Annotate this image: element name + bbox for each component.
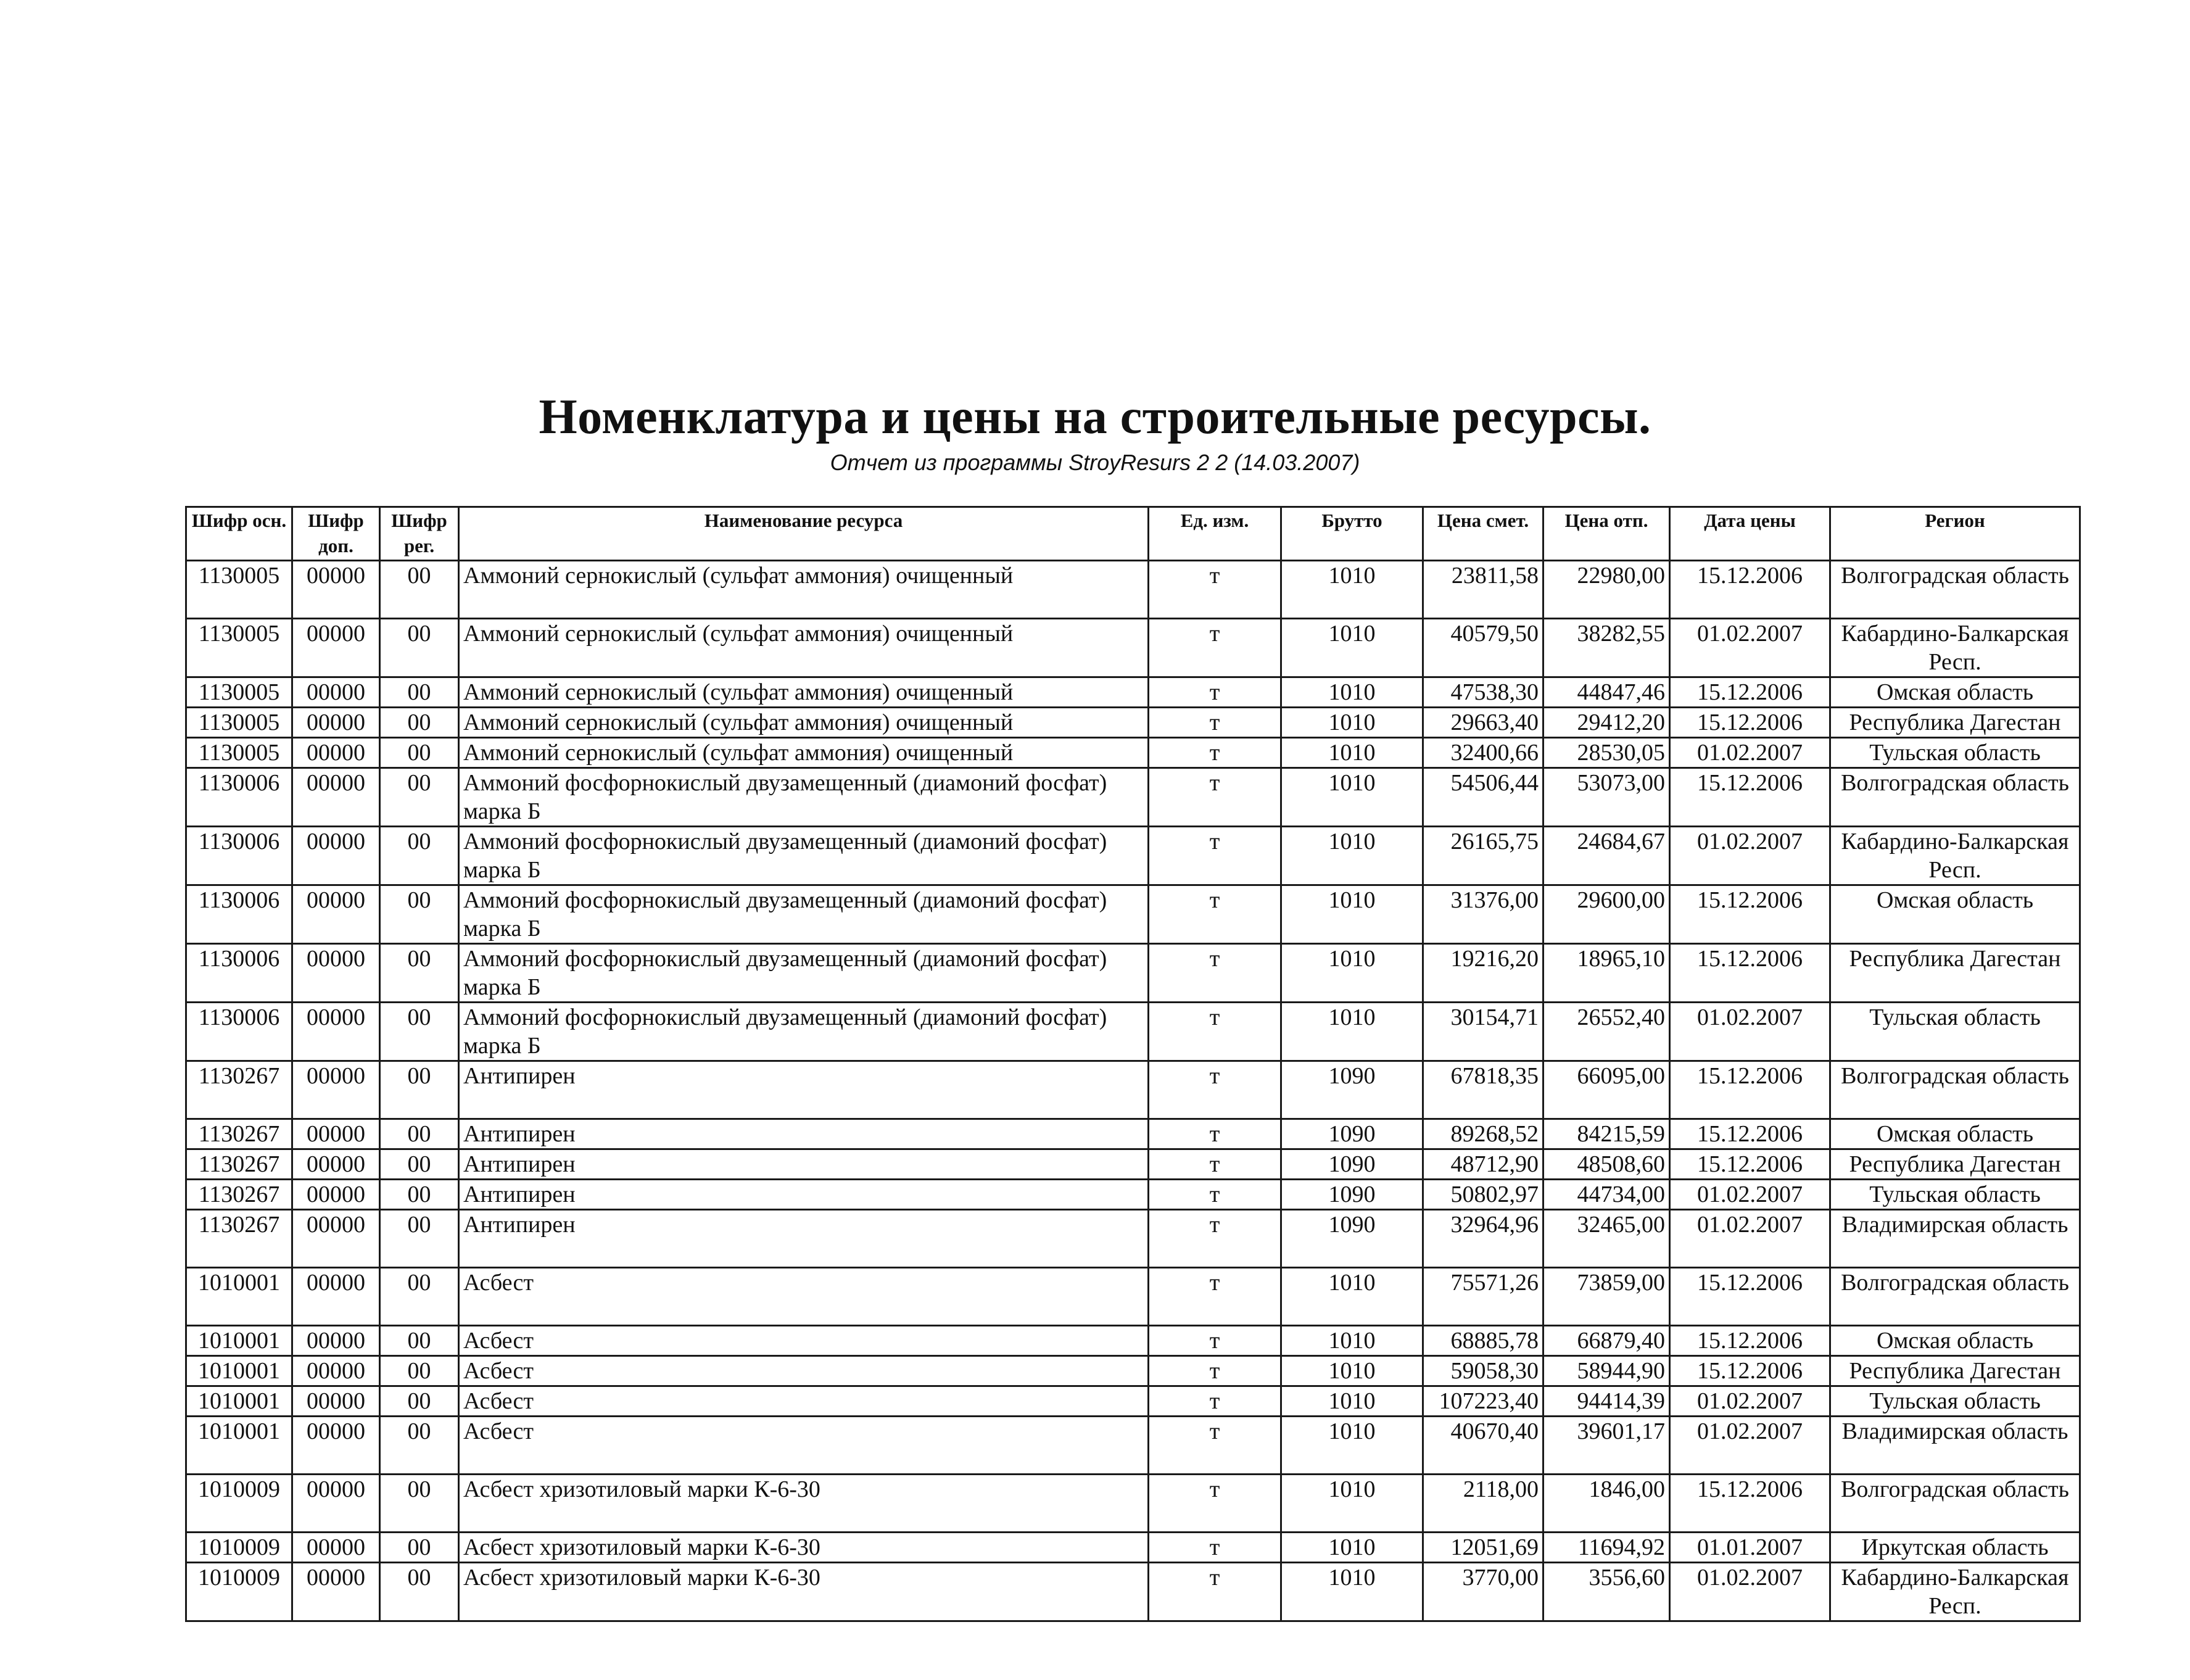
cell-brutto: 1010 bbox=[1281, 1475, 1423, 1533]
cell-name: Асбест хризотиловый марки К-6-30 bbox=[459, 1563, 1149, 1621]
cell-region: Волгоградская область bbox=[1830, 1475, 2080, 1533]
cell-price-smet: 47538,30 bbox=[1423, 677, 1543, 708]
cell-code: 1130005 bbox=[186, 619, 292, 677]
table-row bbox=[186, 708, 2080, 738]
cell-price-otp: 32465,00 bbox=[1543, 1210, 1670, 1268]
cell-unit: т bbox=[1149, 885, 1281, 944]
table-row bbox=[186, 944, 2080, 1003]
cell-region: Владимирская область bbox=[1830, 1417, 2080, 1475]
cell-price-smet: 32964,96 bbox=[1423, 1210, 1543, 1268]
cell-unit: т bbox=[1149, 1475, 1281, 1533]
cell-unit: т bbox=[1149, 738, 1281, 768]
cell-unit: т bbox=[1149, 768, 1281, 827]
cell-price-otp: 84215,59 bbox=[1543, 1119, 1670, 1149]
cell-region: Республика Дагестан bbox=[1830, 1356, 2080, 1386]
cell-price-smet: 32400,66 bbox=[1423, 738, 1543, 768]
cell-brutto: 1090 bbox=[1281, 1210, 1423, 1268]
cell-code: 1130005 bbox=[186, 561, 292, 619]
cell-name: Аммоний фосфорнокислый двузамещенный (диамоний фосфат) марка Б bbox=[459, 885, 1149, 944]
cell-region: Волгоградская область bbox=[1830, 768, 2080, 827]
column-header-name: Наименование ресурса bbox=[459, 507, 1149, 561]
cell-dop: 00000 bbox=[292, 944, 380, 1003]
cell-price-otp: 38282,55 bbox=[1543, 619, 1670, 677]
page-title: Номенклатура и цены на строительные ресурсы. bbox=[539, 390, 1651, 444]
table-row bbox=[186, 768, 2080, 827]
cell-reg: 00 bbox=[380, 1210, 459, 1268]
cell-price-smet: 59058,30 bbox=[1423, 1356, 1543, 1386]
column-header-date: Дата цены bbox=[1670, 507, 1830, 561]
cell-brutto: 1090 bbox=[1281, 1180, 1423, 1210]
cell-region: Тульская область bbox=[1830, 1386, 2080, 1417]
cell-unit: т bbox=[1149, 708, 1281, 738]
cell-reg: 00 bbox=[380, 944, 459, 1003]
cell-code: 1010009 bbox=[186, 1533, 292, 1563]
cell-date: 15.12.2006 bbox=[1670, 708, 1830, 738]
cell-code: 1130267 bbox=[186, 1180, 292, 1210]
cell-dop: 00000 bbox=[292, 1210, 380, 1268]
cell-unit: т bbox=[1149, 1268, 1281, 1326]
cell-code: 1130006 bbox=[186, 768, 292, 827]
cell-region: Республика Дагестан bbox=[1830, 708, 2080, 738]
cell-price-otp: 3556,60 bbox=[1543, 1563, 1670, 1621]
cell-unit: т bbox=[1149, 1210, 1281, 1268]
table-row bbox=[186, 1149, 2080, 1180]
cell-name: Аммоний фосфорнокислый двузамещенный (диамоний фосфат) марка Б bbox=[459, 768, 1149, 827]
table-row bbox=[186, 885, 2080, 944]
cell-date: 01.02.2007 bbox=[1670, 1417, 1830, 1475]
cell-date: 15.12.2006 bbox=[1670, 944, 1830, 1003]
cell-price-otp: 48508,60 bbox=[1543, 1149, 1670, 1180]
cell-name: Асбест bbox=[459, 1386, 1149, 1417]
cell-reg: 00 bbox=[380, 619, 459, 677]
cell-code: 1010001 bbox=[186, 1386, 292, 1417]
cell-price-otp: 18965,10 bbox=[1543, 944, 1670, 1003]
table-row bbox=[186, 561, 2080, 619]
cell-unit: т bbox=[1149, 561, 1281, 619]
cell-price-smet: 89268,52 bbox=[1423, 1119, 1543, 1149]
cell-unit: т bbox=[1149, 1533, 1281, 1563]
cell-region: Волгоградская область bbox=[1830, 1061, 2080, 1119]
cell-reg: 00 bbox=[380, 768, 459, 827]
cell-unit: т bbox=[1149, 1003, 1281, 1061]
cell-reg: 00 bbox=[380, 1119, 459, 1149]
cell-price-otp: 58944,90 bbox=[1543, 1356, 1670, 1386]
cell-reg: 00 bbox=[380, 1417, 459, 1475]
cell-brutto: 1010 bbox=[1281, 1356, 1423, 1386]
cell-name: Антипирен bbox=[459, 1180, 1149, 1210]
cell-brutto: 1090 bbox=[1281, 1061, 1423, 1119]
table-row bbox=[186, 1475, 2080, 1533]
cell-brutto: 1010 bbox=[1281, 708, 1423, 738]
cell-brutto: 1010 bbox=[1281, 1268, 1423, 1326]
cell-unit: т bbox=[1149, 619, 1281, 677]
cell-dop: 00000 bbox=[292, 619, 380, 677]
cell-reg: 00 bbox=[380, 885, 459, 944]
cell-dop: 00000 bbox=[292, 1268, 380, 1326]
cell-name: Асбест bbox=[459, 1268, 1149, 1326]
cell-price-otp: 29600,00 bbox=[1543, 885, 1670, 944]
cell-dop: 00000 bbox=[292, 1475, 380, 1533]
cell-unit: т bbox=[1149, 1149, 1281, 1180]
cell-brutto: 1010 bbox=[1281, 1533, 1423, 1563]
cell-price-smet: 40579,50 bbox=[1423, 619, 1543, 677]
cell-price-smet: 29663,40 bbox=[1423, 708, 1543, 738]
cell-brutto: 1010 bbox=[1281, 1326, 1423, 1356]
cell-reg: 00 bbox=[380, 1475, 459, 1533]
column-header-code: Шифр осн. bbox=[186, 507, 292, 561]
cell-dop: 00000 bbox=[292, 885, 380, 944]
table-row bbox=[186, 1326, 2080, 1356]
cell-reg: 00 bbox=[380, 1386, 459, 1417]
cell-reg: 00 bbox=[380, 561, 459, 619]
cell-price-smet: 107223,40 bbox=[1423, 1386, 1543, 1417]
cell-region: Республика Дагестан bbox=[1830, 944, 2080, 1003]
cell-date: 15.12.2006 bbox=[1670, 1475, 1830, 1533]
cell-unit: т bbox=[1149, 944, 1281, 1003]
cell-dop: 00000 bbox=[292, 561, 380, 619]
cell-date: 01.02.2007 bbox=[1670, 1003, 1830, 1061]
cell-price-otp: 66879,40 bbox=[1543, 1326, 1670, 1356]
cell-name: Аммоний фосфорнокислый двузамещенный (диамоний фосфат) марка Б bbox=[459, 944, 1149, 1003]
cell-unit: т bbox=[1149, 1119, 1281, 1149]
cell-price-otp: 29412,20 bbox=[1543, 708, 1670, 738]
cell-dop: 00000 bbox=[292, 768, 380, 827]
cell-name: Асбест bbox=[459, 1417, 1149, 1475]
column-header-price-otp: Цена отп. bbox=[1543, 507, 1670, 561]
cell-name: Аммоний сернокислый (сульфат аммония) очищенный bbox=[459, 561, 1149, 619]
cell-region: Волгоградская область bbox=[1830, 561, 2080, 619]
column-header-reg: Шифр рег. bbox=[380, 507, 459, 561]
cell-name: Антипирен bbox=[459, 1210, 1149, 1268]
column-header-dop: Шифр доп. bbox=[292, 507, 380, 561]
cell-dop: 00000 bbox=[292, 1326, 380, 1356]
column-header-region: Регион bbox=[1830, 507, 2080, 561]
table-row bbox=[186, 1119, 2080, 1149]
table-row bbox=[186, 1268, 2080, 1326]
cell-brutto: 1010 bbox=[1281, 1563, 1423, 1621]
cell-region: Омская область bbox=[1830, 677, 2080, 708]
cell-code: 1130267 bbox=[186, 1149, 292, 1180]
cell-region: Республика Дагестан bbox=[1830, 1149, 2080, 1180]
cell-code: 1010001 bbox=[186, 1268, 292, 1326]
cell-dop: 00000 bbox=[292, 1149, 380, 1180]
cell-price-smet: 2118,00 bbox=[1423, 1475, 1543, 1533]
cell-price-otp: 11694,92 bbox=[1543, 1533, 1670, 1563]
cell-brutto: 1010 bbox=[1281, 1003, 1423, 1061]
cell-code: 1130005 bbox=[186, 738, 292, 768]
cell-code: 1130267 bbox=[186, 1210, 292, 1268]
cell-date: 15.12.2006 bbox=[1670, 1326, 1830, 1356]
cell-date: 01.02.2007 bbox=[1670, 1210, 1830, 1268]
resources-table bbox=[185, 506, 2081, 1622]
cell-name: Антипирен bbox=[459, 1149, 1149, 1180]
cell-price-otp: 66095,00 bbox=[1543, 1061, 1670, 1119]
cell-unit: т bbox=[1149, 1356, 1281, 1386]
cell-price-smet: 40670,40 bbox=[1423, 1417, 1543, 1475]
cell-code: 1010009 bbox=[186, 1475, 292, 1533]
cell-dop: 00000 bbox=[292, 827, 380, 885]
cell-unit: т bbox=[1149, 1326, 1281, 1356]
cell-dop: 00000 bbox=[292, 1003, 380, 1061]
cell-reg: 00 bbox=[380, 1180, 459, 1210]
cell-dop: 00000 bbox=[292, 1061, 380, 1119]
cell-date: 01.02.2007 bbox=[1670, 1180, 1830, 1210]
header-row bbox=[186, 507, 2080, 561]
cell-date: 15.12.2006 bbox=[1670, 885, 1830, 944]
column-header-unit: Ед. изм. bbox=[1149, 507, 1281, 561]
cell-brutto: 1010 bbox=[1281, 619, 1423, 677]
table-row bbox=[186, 1061, 2080, 1119]
cell-dop: 00000 bbox=[292, 738, 380, 768]
cell-unit: т bbox=[1149, 1061, 1281, 1119]
cell-price-otp: 28530,05 bbox=[1543, 738, 1670, 768]
cell-unit: т bbox=[1149, 677, 1281, 708]
table-row bbox=[186, 1003, 2080, 1061]
cell-region: Иркутская область bbox=[1830, 1533, 2080, 1563]
table-row bbox=[186, 827, 2080, 885]
cell-reg: 00 bbox=[380, 1326, 459, 1356]
cell-region: Кабардино-Балкарская Респ. bbox=[1830, 1563, 2080, 1621]
cell-date: 15.12.2006 bbox=[1670, 1149, 1830, 1180]
table-row bbox=[186, 1417, 2080, 1475]
cell-dop: 00000 bbox=[292, 677, 380, 708]
cell-region: Владимирская область bbox=[1830, 1210, 2080, 1268]
cell-reg: 00 bbox=[380, 1003, 459, 1061]
table-header bbox=[186, 507, 2080, 561]
cell-price-smet: 54506,44 bbox=[1423, 768, 1543, 827]
table-row bbox=[186, 738, 2080, 768]
cell-date: 15.12.2006 bbox=[1670, 561, 1830, 619]
page-subtitle: Отчет из программы StroyResurs 2 2 (14.03.2007) bbox=[830, 450, 1360, 475]
cell-code: 1130005 bbox=[186, 708, 292, 738]
cell-dop: 00000 bbox=[292, 1356, 380, 1386]
cell-code: 1010001 bbox=[186, 1417, 292, 1475]
cell-code: 1010009 bbox=[186, 1563, 292, 1621]
cell-price-smet: 48712,90 bbox=[1423, 1149, 1543, 1180]
cell-region: Тульская область bbox=[1830, 738, 2080, 768]
cell-name: Аммоний фосфорнокислый двузамещенный (диамоний фосфат) марка Б bbox=[459, 827, 1149, 885]
cell-unit: т bbox=[1149, 1563, 1281, 1621]
cell-price-otp: 73859,00 bbox=[1543, 1268, 1670, 1326]
cell-reg: 00 bbox=[380, 1563, 459, 1621]
table-row bbox=[186, 619, 2080, 677]
cell-brutto: 1010 bbox=[1281, 827, 1423, 885]
cell-unit: т bbox=[1149, 827, 1281, 885]
cell-date: 15.12.2006 bbox=[1670, 677, 1830, 708]
cell-price-otp: 44847,46 bbox=[1543, 677, 1670, 708]
table-row bbox=[186, 1180, 2080, 1210]
cell-date: 15.12.2006 bbox=[1670, 1061, 1830, 1119]
cell-price-smet: 23811,58 bbox=[1423, 561, 1543, 619]
cell-code: 1130006 bbox=[186, 944, 292, 1003]
cell-brutto: 1010 bbox=[1281, 768, 1423, 827]
cell-price-smet: 19216,20 bbox=[1423, 944, 1543, 1003]
cell-price-smet: 67818,35 bbox=[1423, 1061, 1543, 1119]
column-header-price-smet: Цена смет. bbox=[1423, 507, 1543, 561]
cell-brutto: 1010 bbox=[1281, 738, 1423, 768]
cell-brutto: 1010 bbox=[1281, 561, 1423, 619]
cell-price-otp: 94414,39 bbox=[1543, 1386, 1670, 1417]
cell-brutto: 1010 bbox=[1281, 944, 1423, 1003]
cell-price-otp: 1846,00 bbox=[1543, 1475, 1670, 1533]
cell-name: Аммоний фосфорнокислый двузамещенный (диамоний фосфат) марка Б bbox=[459, 1003, 1149, 1061]
cell-unit: т bbox=[1149, 1417, 1281, 1475]
cell-name: Аммоний сернокислый (сульфат аммония) очищенный bbox=[459, 738, 1149, 768]
table-row bbox=[186, 1533, 2080, 1563]
cell-dop: 00000 bbox=[292, 1563, 380, 1621]
cell-dop: 00000 bbox=[292, 1417, 380, 1475]
cell-price-otp: 53073,00 bbox=[1543, 768, 1670, 827]
cell-price-smet: 75571,26 bbox=[1423, 1268, 1543, 1326]
cell-reg: 00 bbox=[380, 1356, 459, 1386]
cell-price-otp: 26552,40 bbox=[1543, 1003, 1670, 1061]
cell-region: Омская область bbox=[1830, 1326, 2080, 1356]
cell-code: 1130006 bbox=[186, 827, 292, 885]
cell-dop: 00000 bbox=[292, 1180, 380, 1210]
cell-date: 15.12.2006 bbox=[1670, 1356, 1830, 1386]
table-body bbox=[186, 561, 2080, 1621]
cell-price-smet: 12051,69 bbox=[1423, 1533, 1543, 1563]
cell-name: Аммоний сернокислый (сульфат аммония) очищенный bbox=[459, 708, 1149, 738]
cell-price-smet: 31376,00 bbox=[1423, 885, 1543, 944]
cell-region: Кабардино-Балкарская Респ. bbox=[1830, 827, 2080, 885]
cell-date: 15.12.2006 bbox=[1670, 1119, 1830, 1149]
cell-code: 1130006 bbox=[186, 1003, 292, 1061]
cell-name: Антипирен bbox=[459, 1061, 1149, 1119]
cell-price-otp: 39601,17 bbox=[1543, 1417, 1670, 1475]
cell-name: Аммоний сернокислый (сульфат аммония) очищенный bbox=[459, 677, 1149, 708]
cell-brutto: 1010 bbox=[1281, 885, 1423, 944]
cell-date: 01.01.2007 bbox=[1670, 1533, 1830, 1563]
cell-date: 01.02.2007 bbox=[1670, 1386, 1830, 1417]
cell-code: 1130006 bbox=[186, 885, 292, 944]
cell-reg: 00 bbox=[380, 708, 459, 738]
cell-price-smet: 3770,00 bbox=[1423, 1563, 1543, 1621]
cell-name: Асбест хризотиловый марки К-6-30 bbox=[459, 1533, 1149, 1563]
cell-brutto: 1090 bbox=[1281, 1119, 1423, 1149]
cell-reg: 00 bbox=[380, 1149, 459, 1180]
cell-region: Волгоградская область bbox=[1830, 1268, 2080, 1326]
table-row bbox=[186, 677, 2080, 708]
cell-code: 1010001 bbox=[186, 1356, 292, 1386]
cell-price-otp: 44734,00 bbox=[1543, 1180, 1670, 1210]
cell-brutto: 1010 bbox=[1281, 1417, 1423, 1475]
cell-price-otp: 22980,00 bbox=[1543, 561, 1670, 619]
cell-date: 01.02.2007 bbox=[1670, 1563, 1830, 1621]
cell-date: 15.12.2006 bbox=[1670, 1268, 1830, 1326]
table-row bbox=[186, 1563, 2080, 1621]
cell-reg: 00 bbox=[380, 738, 459, 768]
cell-dop: 00000 bbox=[292, 708, 380, 738]
cell-date: 01.02.2007 bbox=[1670, 738, 1830, 768]
cell-dop: 00000 bbox=[292, 1119, 380, 1149]
table-row bbox=[186, 1386, 2080, 1417]
cell-region: Омская область bbox=[1830, 1119, 2080, 1149]
cell-code: 1130267 bbox=[186, 1061, 292, 1119]
cell-name: Антипирен bbox=[459, 1119, 1149, 1149]
cell-reg: 00 bbox=[380, 827, 459, 885]
cell-region: Тульская область bbox=[1830, 1180, 2080, 1210]
cell-unit: т bbox=[1149, 1386, 1281, 1417]
table-row bbox=[186, 1210, 2080, 1268]
cell-brutto: 1010 bbox=[1281, 1386, 1423, 1417]
cell-reg: 00 bbox=[380, 1268, 459, 1326]
cell-dop: 00000 bbox=[292, 1533, 380, 1563]
table-row bbox=[186, 1356, 2080, 1386]
cell-region: Омская область bbox=[1830, 885, 2080, 944]
cell-date: 15.12.2006 bbox=[1670, 768, 1830, 827]
cell-name: Асбест bbox=[459, 1356, 1149, 1386]
cell-name: Аммоний сернокислый (сульфат аммония) очищенный bbox=[459, 619, 1149, 677]
cell-code: 1010001 bbox=[186, 1326, 292, 1356]
cell-name: Асбест bbox=[459, 1326, 1149, 1356]
cell-price-otp: 24684,67 bbox=[1543, 827, 1670, 885]
cell-code: 1130005 bbox=[186, 677, 292, 708]
cell-price-smet: 68885,78 bbox=[1423, 1326, 1543, 1356]
cell-reg: 00 bbox=[380, 677, 459, 708]
cell-region: Тульская область bbox=[1830, 1003, 2080, 1061]
cell-brutto: 1090 bbox=[1281, 1149, 1423, 1180]
column-header-brutto: Брутто bbox=[1281, 507, 1423, 561]
cell-date: 01.02.2007 bbox=[1670, 827, 1830, 885]
cell-brutto: 1010 bbox=[1281, 677, 1423, 708]
cell-code: 1130267 bbox=[186, 1119, 292, 1149]
cell-reg: 00 bbox=[380, 1533, 459, 1563]
cell-reg: 00 bbox=[380, 1061, 459, 1119]
cell-price-smet: 50802,97 bbox=[1423, 1180, 1543, 1210]
cell-price-smet: 30154,71 bbox=[1423, 1003, 1543, 1061]
cell-date: 01.02.2007 bbox=[1670, 619, 1830, 677]
cell-price-smet: 26165,75 bbox=[1423, 827, 1543, 885]
cell-dop: 00000 bbox=[292, 1386, 380, 1417]
cell-region: Кабардино-Балкарская Респ. bbox=[1830, 619, 2080, 677]
cell-name: Асбест хризотиловый марки К-6-30 bbox=[459, 1475, 1149, 1533]
cell-unit: т bbox=[1149, 1180, 1281, 1210]
